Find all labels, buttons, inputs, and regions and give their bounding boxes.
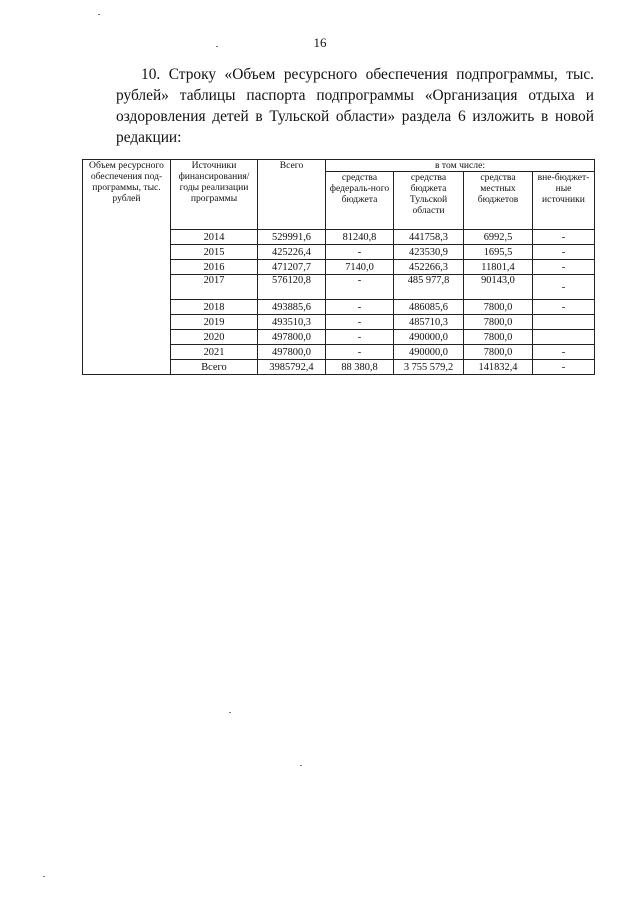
funding-table xyxy=(82,159,595,375)
cell-extra: - xyxy=(533,345,595,360)
cell-total: 497800,0 xyxy=(258,330,326,345)
cell-total: 529991,6 xyxy=(258,230,326,245)
cell-local: 6992,5 xyxy=(464,230,533,245)
cell-extra xyxy=(533,330,595,345)
table-row xyxy=(83,330,595,345)
cell-local: 11801,4 xyxy=(464,260,533,275)
cell-federal: - xyxy=(326,245,394,260)
header-extrabudgetary: вне-бюджет-ные источники xyxy=(533,172,595,230)
header-total: Всего xyxy=(258,160,326,230)
empty-cell xyxy=(83,275,171,300)
table-row xyxy=(83,230,595,245)
cell-local: 1695,5 xyxy=(464,245,533,260)
cell-extra: - xyxy=(533,275,595,300)
cell-year: 2014 xyxy=(171,230,258,245)
cell-regional: 423530,9 xyxy=(394,245,464,260)
cell-year: 2020 xyxy=(171,330,258,345)
header-local-budgets: средства местных бюджетов xyxy=(464,172,533,230)
cell-local: 141832,4 xyxy=(464,360,533,375)
cell-regional: 441758,3 xyxy=(394,230,464,245)
cell-extra: - xyxy=(533,300,595,315)
table-row xyxy=(83,315,595,330)
header-sources-years: Источники финансирования/ годы реализации программы xyxy=(171,160,258,230)
cell-total: 497800,0 xyxy=(258,345,326,360)
page-number: 16 xyxy=(313,35,327,50)
empty-cell xyxy=(83,260,171,275)
scan-speck xyxy=(300,765,302,766)
cell-extra: - xyxy=(533,230,595,245)
cell-extra: - xyxy=(533,245,595,260)
cell-total: 471207,7 xyxy=(258,260,326,275)
cell-federal: - xyxy=(326,315,394,330)
cell-year: 2015 xyxy=(171,245,258,260)
cell-year: 2019 xyxy=(171,315,258,330)
cell-federal: - xyxy=(326,330,394,345)
cell-federal: - xyxy=(326,275,394,300)
scan-speck xyxy=(216,46,218,47)
cell-year: 2017 xyxy=(171,275,258,300)
table-row xyxy=(83,345,595,360)
table-row xyxy=(83,260,595,275)
header-including: в том числе: xyxy=(326,160,595,172)
cell-local: 7800,0 xyxy=(464,300,533,315)
cell-regional: 485710,3 xyxy=(394,315,464,330)
cell-federal: - xyxy=(326,345,394,360)
cell-federal: - xyxy=(326,300,394,315)
empty-cell xyxy=(83,315,171,330)
empty-cell xyxy=(83,345,171,360)
empty-cell xyxy=(83,230,171,245)
cell-local: 7800,0 xyxy=(464,315,533,330)
table-row xyxy=(83,300,595,315)
cell-total: 425226,4 xyxy=(258,245,326,260)
scan-speck xyxy=(229,712,231,713)
cell-year: 2016 xyxy=(171,260,258,275)
scan-speck xyxy=(43,876,45,877)
empty-cell xyxy=(83,330,171,345)
table-row xyxy=(83,245,595,260)
table-row xyxy=(83,275,595,300)
cell-federal: 7140,0 xyxy=(326,260,394,275)
cell-regional: 3 755 579,2 xyxy=(394,360,464,375)
cell-total: 576120,8 xyxy=(258,275,326,300)
cell-total: 493885,6 xyxy=(258,300,326,315)
header-federal-budget: средства федераль-ного бюджета xyxy=(326,172,394,230)
cell-regional: 452266,3 xyxy=(394,260,464,275)
header-regional-budget: средства бюджета Тульской области xyxy=(394,172,464,230)
empty-cell xyxy=(83,360,171,375)
cell-regional: 485 977,8 xyxy=(394,275,464,300)
cell-total: 3985792,4 xyxy=(258,360,326,375)
cell-year: Всего xyxy=(171,360,258,375)
cell-regional: 490000,0 xyxy=(394,330,464,345)
cell-local: 90143,0 xyxy=(464,275,533,300)
empty-cell xyxy=(83,245,171,260)
cell-extra xyxy=(533,315,595,330)
cell-year: 2018 xyxy=(171,300,258,315)
cell-local: 7800,0 xyxy=(464,345,533,360)
cell-extra: - xyxy=(533,260,595,275)
cell-federal: 88 380,8 xyxy=(326,360,394,375)
header-resource-volume: Объем ресурсного обеспечения под-программы, тыс. рублей xyxy=(83,160,171,230)
scan-speck xyxy=(98,14,100,15)
amendment-paragraph: 10. Строку «Объем ресурсного обеспечения подпрограммы, тыс. рублей» таблицы паспорта подпрограммы «Организация отдыха и оздоровления детей в Тульской области» раздела 6 изложить в новой редакции: xyxy=(116,66,594,146)
cell-local: 7800,0 xyxy=(464,330,533,345)
empty-cell xyxy=(83,300,171,315)
cell-federal: 81240,8 xyxy=(326,230,394,245)
cell-regional: 490000,0 xyxy=(394,345,464,360)
cell-regional: 486085,6 xyxy=(394,300,464,315)
cell-year: 2021 xyxy=(171,345,258,360)
cell-extra: - xyxy=(533,360,595,375)
table-row-total xyxy=(83,360,595,375)
cell-total: 493510,3 xyxy=(258,315,326,330)
